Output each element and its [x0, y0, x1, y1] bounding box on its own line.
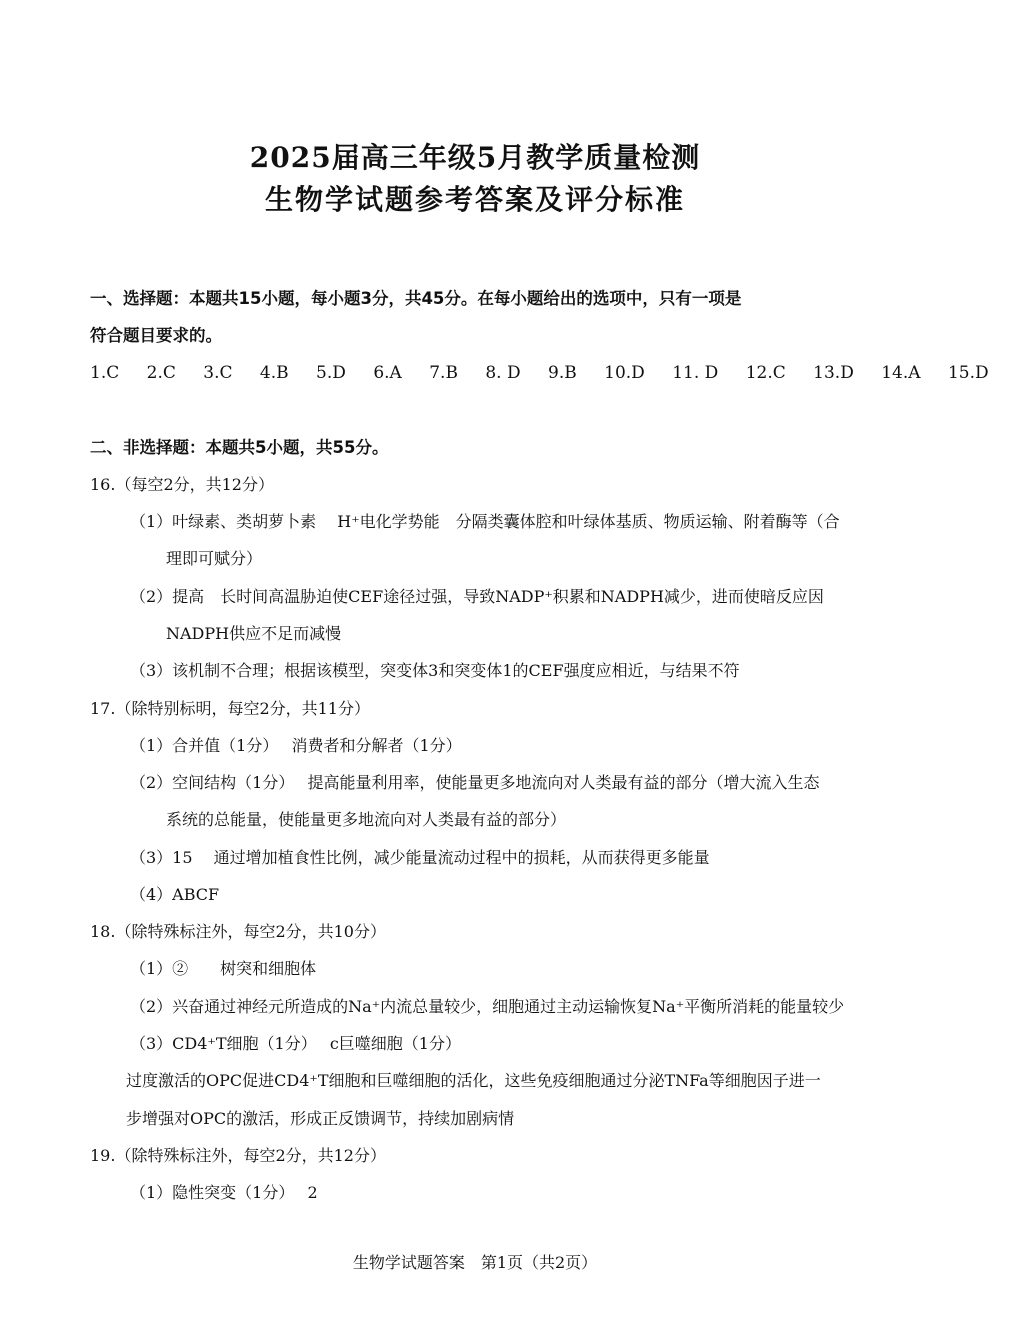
page-footer: 生物学试题答案 第1页（共2页） [352, 1253, 598, 1272]
mc-answer: 12.C [745, 363, 786, 383]
q17-answer-3: （3）15 通过增加植食性比例，减少能量流动过程中的损耗，从而获得更多能量 [130, 848, 710, 867]
q18-answer-1: （1）② 树突和细胞体 [130, 959, 317, 978]
mc-answer: 3.C [203, 363, 233, 383]
section1-heading-line2: 符合题目要求的。 [90, 326, 222, 345]
q18-answer-4-line1: 过度激活的OPC促进CD4⁺T细胞和巨噬细胞的活化，这些免疫细胞通过分泌TNFa等细胞因子进一 [126, 1071, 821, 1090]
mc-answer: 4.B [259, 363, 289, 383]
q17-answer-2-line1: （2）空间结构（1分） 提高能量利用率，使能量更多地流向对人类最有益的部分（增大流入生态 [130, 773, 820, 792]
q18-title: 18.（除特殊标注外，每空2分，共10分） [90, 922, 386, 941]
mc-answer: 6.A [373, 363, 402, 383]
document-subtitle: 生物学试题参考答案及评分标准 [264, 183, 685, 216]
q16-answer-1-line2: 理即可赋分） [166, 549, 263, 568]
q17-answer-1: （1）合并值（1分） 消费者和分解者（1分） [130, 736, 462, 755]
q16-answer-3: （3）该机制不合理；根据该模型，突变体3和突变体1的CEF强度应相近，与结果不符 [130, 661, 740, 680]
q16-title: 16.（每空2分，共12分） [90, 475, 274, 494]
q18-answer-2: （2）兴奋通过神经元所造成的Na⁺内流总量较少，细胞通过主动运输恢复Na⁺平衡所消耗的能量较少 [130, 997, 845, 1016]
q17-answer-2-line2: 系统的总能量，使能量更多地流向对人类最有益的部分） [166, 810, 567, 829]
mc-answer: 10.D [604, 363, 645, 383]
q19-answer-1: （1）隐性突变（1分） 2 [130, 1183, 318, 1202]
mc-answer: 15.D [947, 363, 989, 383]
mc-answer: 1.C [90, 363, 120, 383]
q19-title: 19.（除特殊标注外，每空2分，共12分） [90, 1146, 386, 1165]
mc-answer: 7.B [429, 363, 458, 383]
q16-answer-2-line2: NADPH供应不足而减慢 [166, 624, 342, 643]
mc-answer: 9.B [548, 363, 577, 383]
section2-heading: 二、非选择题：本题共5小题，共55分。 [90, 438, 389, 457]
mc-answer: 2.C [146, 363, 176, 383]
section1-heading-line1: 一、选择题：本题共15小题，每小题3分，共45分。在每小题给出的选项中，只有一项是 [90, 289, 742, 308]
mc-answer: 8. D [485, 363, 521, 383]
q17-answer-4: （4）ABCF [130, 885, 220, 904]
q16-answer-2-line1: （2）提高 长时间高温胁迫使CEF途径过强，导致NADP⁺积累和NADPH减少，进而使暗反应因 [130, 587, 824, 606]
mc-answer: 5.D [316, 363, 346, 383]
q18-answer-4-line2: 步增强对OPC的激活，形成正反馈调节，持续加剧病情 [126, 1109, 515, 1128]
mc-answer-list [90, 363, 1011, 383]
q16-answer-1-line1: （1）叶绿素、类胡萝卜素 H⁺电化学势能 分隔类囊体腔和叶绿体基质、物质运输、附着酶等（合 [130, 512, 840, 531]
q18-answer-3: （3）CD4⁺T细胞（1分） c巨噬细胞（1分） [130, 1034, 461, 1053]
q17-title: 17.（除特别标明，每空2分，共11分） [90, 699, 370, 718]
document-title: 2025届高三年级5月教学质量检测 [249, 141, 701, 174]
mc-answer: 11. D [672, 363, 719, 383]
mc-answer: 13.D [813, 363, 854, 383]
mc-answer: 14.A [881, 363, 921, 383]
